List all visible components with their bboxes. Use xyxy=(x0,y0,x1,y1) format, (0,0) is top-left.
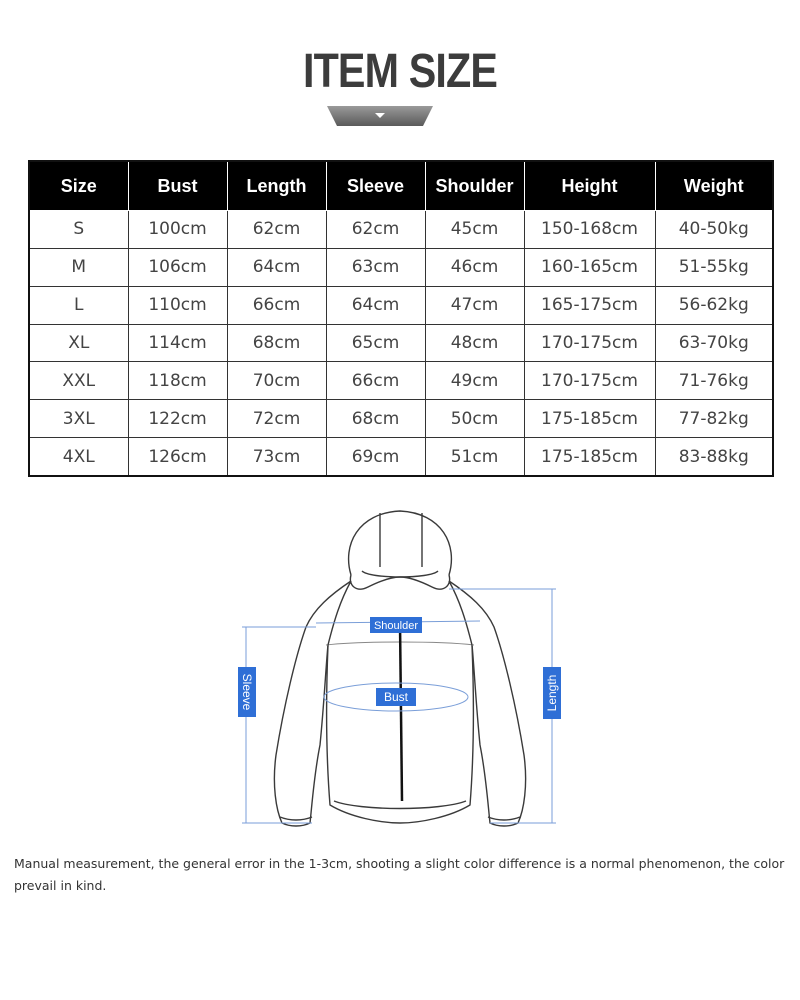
header-bust: Bust xyxy=(128,161,227,211)
size-table xyxy=(28,160,774,477)
cell-weight: 77-82kg xyxy=(655,400,773,438)
cell-weight: 40-50kg xyxy=(655,211,773,249)
cell-height: 175-185cm xyxy=(524,438,655,476)
label-bust-text: Bust xyxy=(383,690,409,704)
cell-length: 72cm xyxy=(227,400,326,438)
cell-bust: 100cm xyxy=(128,211,227,249)
cell-height: 170-175cm xyxy=(524,324,655,362)
cell-sleeve: 65cm xyxy=(326,324,425,362)
cell-size: 4XL xyxy=(29,438,128,476)
cell-height: 170-175cm xyxy=(524,362,655,400)
cell-size: XXL xyxy=(29,362,128,400)
header-height: Height xyxy=(524,161,655,211)
cell-weight: 63-70kg xyxy=(655,324,773,362)
cell-bust: 122cm xyxy=(128,400,227,438)
cell-length: 64cm xyxy=(227,248,326,286)
cell-height: 175-185cm xyxy=(524,400,655,438)
header-shoulder: Shoulder xyxy=(425,161,524,211)
cell-size: M xyxy=(29,248,128,286)
cell-length: 73cm xyxy=(227,438,326,476)
cell-sleeve: 66cm xyxy=(326,362,425,400)
cell-length: 70cm xyxy=(227,362,326,400)
cell-weight: 83-88kg xyxy=(655,438,773,476)
cell-height: 160-165cm xyxy=(524,248,655,286)
cell-height: 150-168cm xyxy=(524,211,655,249)
cell-shoulder: 48cm xyxy=(425,324,524,362)
header-weight: Weight xyxy=(655,161,773,211)
cell-shoulder: 49cm xyxy=(425,362,524,400)
cell-size: XL xyxy=(29,324,128,362)
title-underline-bar xyxy=(327,106,433,126)
label-sleeve-text: Sleeve xyxy=(240,673,254,711)
label-shoulder xyxy=(370,617,422,633)
cell-bust: 118cm xyxy=(128,362,227,400)
cell-weight: 56-62kg xyxy=(655,286,773,324)
cell-shoulder: 45cm xyxy=(425,211,524,249)
cell-size: L xyxy=(29,286,128,324)
cell-sleeve: 69cm xyxy=(326,438,425,476)
measurement-note: Manual measurement, the general error in the 1-3cm, shooting a slight color difference is a normal phenomenon, the color prevail in kind. xyxy=(14,856,785,893)
cell-sleeve: 62cm xyxy=(326,211,425,249)
header-sleeve: Sleeve xyxy=(326,161,425,211)
table-row xyxy=(29,362,773,400)
table-row xyxy=(29,286,773,324)
header-size: Size xyxy=(29,161,128,211)
table-row xyxy=(29,438,773,476)
cell-length: 68cm xyxy=(227,324,326,362)
table-row xyxy=(29,400,773,438)
table-row xyxy=(29,211,773,249)
table-row xyxy=(29,324,773,362)
label-length xyxy=(543,667,561,719)
label-bust xyxy=(376,688,416,706)
cell-sleeve: 68cm xyxy=(326,400,425,438)
jacket-measurement-diagram xyxy=(230,505,570,840)
cell-shoulder: 51cm xyxy=(425,438,524,476)
cell-bust: 110cm xyxy=(128,286,227,324)
cell-shoulder: 47cm xyxy=(425,286,524,324)
cell-shoulder: 50cm xyxy=(425,400,524,438)
cell-bust: 106cm xyxy=(128,248,227,286)
page-title: ITEM SIZE xyxy=(302,45,498,98)
cell-shoulder: 46cm xyxy=(425,248,524,286)
zipper-line xyxy=(400,623,402,801)
cell-size: 3XL xyxy=(29,400,128,438)
label-shoulder-text: Shoulder xyxy=(373,620,419,632)
cell-bust: 114cm xyxy=(128,324,227,362)
cell-weight: 51-55kg xyxy=(655,248,773,286)
cell-sleeve: 63cm xyxy=(326,248,425,286)
cell-size: S xyxy=(29,211,128,249)
cell-bust: 126cm xyxy=(128,438,227,476)
cell-length: 66cm xyxy=(227,286,326,324)
cell-height: 165-175cm xyxy=(524,286,655,324)
cell-weight: 71-76kg xyxy=(655,362,773,400)
cell-length: 62cm xyxy=(227,211,326,249)
label-length-text: Length xyxy=(545,674,559,712)
label-sleeve xyxy=(238,667,256,717)
table-header-row xyxy=(29,161,773,211)
header-length: Length xyxy=(227,161,326,211)
table-row xyxy=(29,248,773,286)
cell-sleeve: 64cm xyxy=(326,286,425,324)
